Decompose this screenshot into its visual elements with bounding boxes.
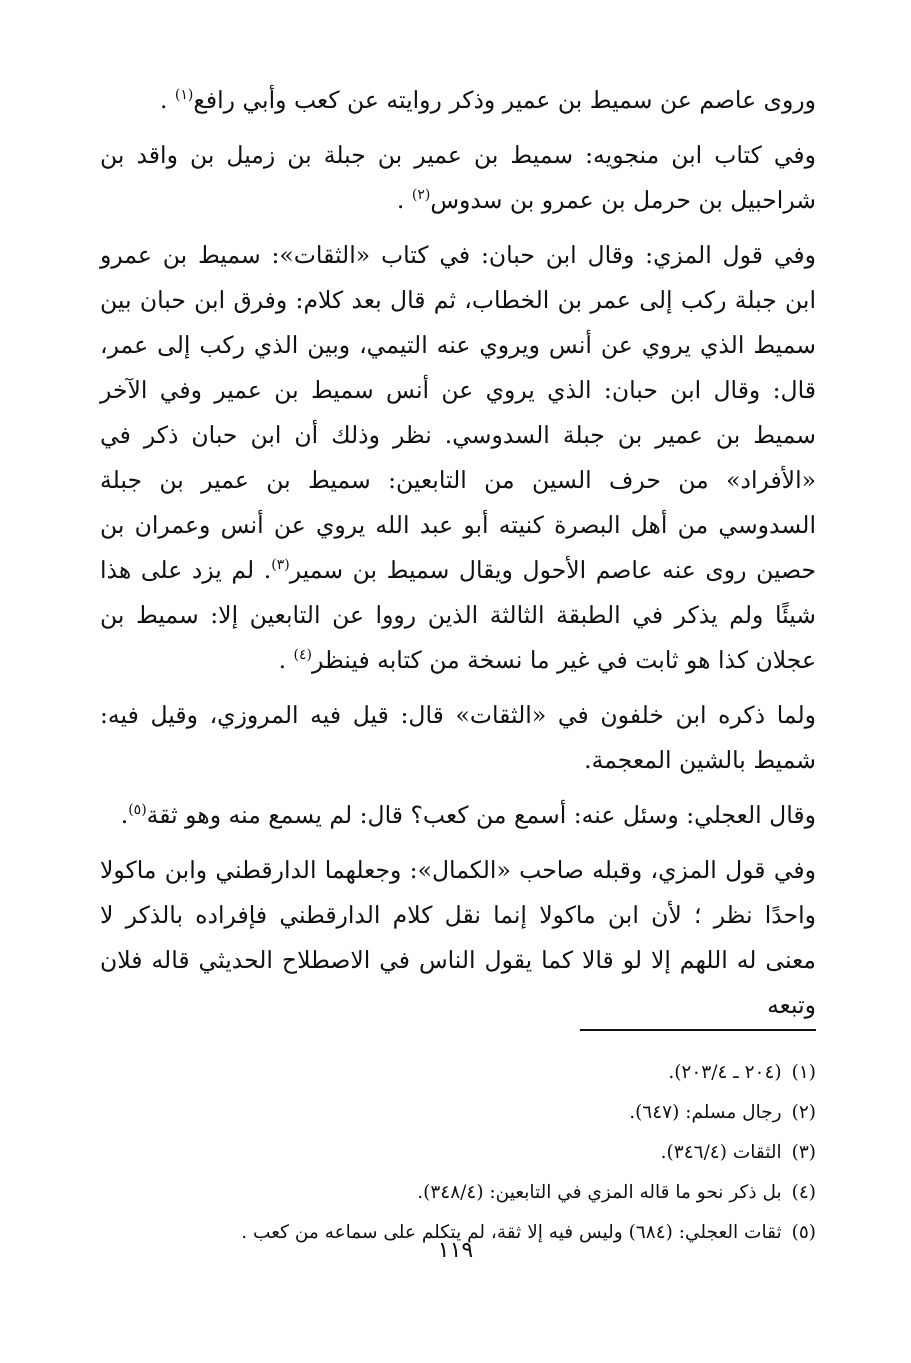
footnote-number: (٣) bbox=[791, 1142, 816, 1163]
page-number: ١١٩ bbox=[437, 1238, 474, 1263]
footnote-number: (٤) bbox=[791, 1182, 816, 1203]
footnote-text: ثقات العجلي: (٦٨٤) وليس فيه إلا ثقة، لم يتكلم على سماعه من كعب . bbox=[241, 1222, 782, 1243]
footnote-text: رجال مسلم: (٦٤٧). bbox=[629, 1102, 782, 1123]
footnote-reference: (١) bbox=[174, 87, 194, 104]
footnote-4 bbox=[100, 1173, 816, 1213]
paragraph-6 bbox=[100, 848, 816, 1028]
paragraph-text: وفي قول المزي، وقبله صاحب «الكمال»: وجعلهما الدارقطني وابن ماكولا واحدًا نظر ؛ لأن ابن ماكولا إنما نقل كلام الدارقطني فإفراده بالذكر لا معنى له اللهم إلا لو قالا كما يقول الناس في الاصطلاح الحديثي قاله فلان وتبعه bbox=[100, 856, 816, 1019]
footnote-text: بل ذكر نحو ما قاله المزي في التابعين: (٣٤٨/٤). bbox=[417, 1182, 782, 1203]
paragraph-text: وروى عاصم عن سميط بن عمير وذكر روايته عن كعب وأبي رافع bbox=[193, 86, 816, 114]
paragraph-4 bbox=[100, 693, 816, 783]
footnote-3 bbox=[100, 1133, 816, 1173]
paragraph-tail: . bbox=[159, 86, 175, 114]
paragraph-tail: . لم يزد على هذا شيئًا ولم يذكر في الطبقة الثالثة الذين رووا عن التابعين إلا: سميط بن عجلان كذا هو ثابت في غير ما نسخة من كتابه فينظر bbox=[100, 556, 816, 674]
paragraph-2 bbox=[100, 133, 816, 223]
footnote-reference: (٥) bbox=[128, 802, 147, 819]
footnotes bbox=[100, 1053, 816, 1253]
paragraph-tail: . bbox=[278, 646, 294, 674]
footnote-number: (٥) bbox=[791, 1222, 816, 1243]
footnote-number: (٢) bbox=[791, 1102, 816, 1123]
paragraph-1 bbox=[100, 78, 816, 123]
paragraph-text: وقال العجلي: وسئل عنه: أسمع من كعب؟ قال: لم يسمع منه وهو ثقة bbox=[146, 801, 816, 829]
paragraph-3 bbox=[100, 233, 816, 683]
paragraph-text: وفي كتاب ابن منجويه: سميط بن عمير بن جبلة بن زميل بن واقد بن شراحبيل بن حرمل بن عمرو بن سدوس bbox=[100, 141, 816, 214]
footnote-number: (١) bbox=[791, 1062, 816, 1083]
paragraph-text: ولما ذكره ابن خلفون في «الثقات» قال: قيل فيه المروزي، وقيل فيه: شميط بالشين المعجمة. bbox=[100, 701, 816, 774]
footnote-1 bbox=[100, 1053, 816, 1093]
footnote-reference: (٣) bbox=[271, 557, 290, 574]
footnote-reference: (٤) bbox=[293, 647, 313, 664]
footnote-text: (٢٠٤ ـ ٢٠٣/٤). bbox=[668, 1062, 782, 1083]
paragraph-tail: . bbox=[120, 801, 129, 829]
footnote-2 bbox=[100, 1093, 816, 1133]
footnote-divider bbox=[580, 1029, 816, 1031]
main-text-block bbox=[100, 78, 816, 1243]
footnote-reference: (٢) bbox=[411, 187, 431, 204]
paragraph-tail: . bbox=[396, 186, 412, 214]
paragraph-text: وفي قول المزي: وقال ابن حبان: في كتاب «الثقات»: سميط بن عمرو ابن جبلة ركب إلى عمر بن الخطاب، ثم قال بعد كلام: وفرق ابن حبان بين سميط الذي يروي عن أنس ويروي عنه التيمي، وبين الذي ركب إلى عمر، قال: وقال ابن حبان: الذي يروي عن أنس سميط بن عمير وفي الآخر سميط بن عمير بن جبلة السدوسي. نظر وذلك أن ابن حبان ذكر في «الأفراد» من حرف السين من التابعين: سميط بن عمير بن جبلة السدوسي من أهل البصرة كنيته أبو عبد الله يروي عن أنس وعمران بن حصين روى عنه عاصم الأحول ويقال سميط بن سمير bbox=[100, 241, 816, 584]
footnote-text: الثقات (٣٤٦/٤). bbox=[660, 1142, 782, 1163]
paragraph-5 bbox=[100, 793, 816, 838]
